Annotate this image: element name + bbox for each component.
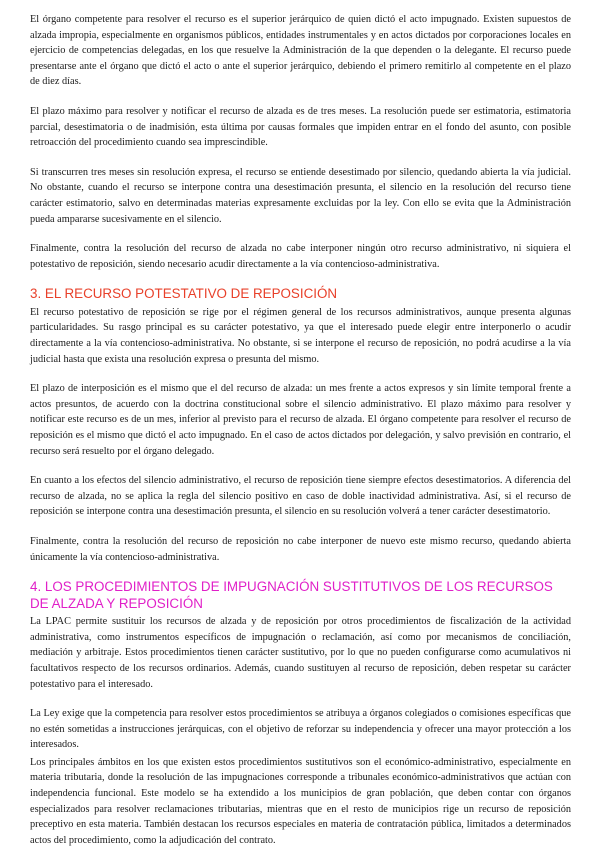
paragraph: La LPAC permite sustituir los recursos de alzada y de reposición por otros procedimientos de fiscalización de la actividad administrativa, como instrumentos específicos de impugnación o reclamación, así como por mecanismos de conciliación, mediación y arbitraje. Estos procedimientos tienen carácter sustitutivo, por lo que no pueden configurarse como acumulativos ni facultativos respecto de los recursos ordinarios. Además, cuando sustituyen al recurso de reposición, deben respetar su carácter potestativo para el interesado. [30, 616, 571, 690]
paragraph: En cuanto a los efectos del silencio administrativo, el recurso de reposición tiene siempre efectos desestimatorios. A diferencia del recurso de alzada, no se aplica la regla del silencio positivo en caso de doble inactividad administrativa. Así, si el recurso de reposición se interpone contra una desestimación presunta, el silencio en su resolución volverá a tener carácter desestimatorio. [30, 475, 571, 518]
paragraph: El recurso potestativo de reposición se rige por el régimen general de los recursos administrativos, aunque presenta algunas particularidades. Su rasgo principal es su carácter potestativo, ya que el interesado puede elegir entre interponerlo o acudir directamente a la vía contencioso-administrativa. No obstante, si se interpone el recurso de reposición, no podrá acudirse a la vía judicial hasta que exista una resolución expresa o presunta del mismo. [30, 306, 571, 365]
paragraph: El órgano competente para resolver el recurso es el superior jerárquico de quien dictó el acto impugnado. Existen supuestos de alzada impropia, especialmente en organismos públicos, entidades instrumentales y en actos dictados por corporaciones locales en ejercicio de competencias delegadas, en los que resuelve la Administración de la que dependen o la delegante. El recurso puede presentarse ante el órgano que dictó el acto o ante el superior jerárquico, debiendo el primero remitirlo al competente en el plazo de diez días. [30, 14, 571, 88]
paragraph: Los principales ámbitos en los que existen estos procedimientos sustitutivos son el económico-administrativo, especialmente en materia tributaria, donde la resolución de las impugnaciones corresponde a tribunales económico-administrativos que actúan con independencia funcional. Este modelo se ha extendido a los municipios de gran población, que deben contar con órganos especializados para resolver reclamaciones tributarias, mientras que en el resto de municipios rige un recurso de reposición preceptivo en esta materia. También destacan los recursos especiales en materia de contratación pública, limitados a determinados actos del procedimiento, como la adjudicación del contrato. [30, 756, 571, 846]
paragraph: Finalmente, contra la resolución del recurso de alzada no cabe interponer ningún otro recurso administrativo, ni siquiera el potestativo de reposición, siendo necesario acudir directamente a la vía contencioso-administrativa. [30, 243, 571, 270]
paragraph: La Ley exige que la competencia para resolver estos procedimientos se atribuya a órganos colegiados o comisiones específicas que no estén sometidas a instrucciones jerárquicas, con el objetivo de reforzar su independencia y ofrecer una mayor protección a los interesados. [30, 708, 571, 751]
paragraph: Si transcurren tres meses sin resolución expresa, el recurso se entiende desestimado por silencio, quedando abierta la vía judicial. No obstante, cuando el recurso se interpone contra una desestimación presunta, el silencio en la resolución del recurso tiene carácter estimatorio, salvo en determinadas materias expresamente excluidas por la ley. Con ello se evita que la Administración pueda ampararse sucesivamente en el silencio. [30, 166, 571, 225]
document-page [30, 12, 571, 848]
paragraph: Finalmente, contra la resolución del recurso de reposición no cabe interponer de nuevo este mismo recurso, quedando abierta únicamente la vía contencioso-administrativa. [30, 535, 571, 563]
paragraph: El plazo de interposición es el mismo que el del recurso de alzada: un mes frente a actos expresos y sin límite temporal frente a actos presuntos, de acuerdo con la doctrina constitucional sobre el silencio administrativo. El plazo máximo para resolver y notificar este recurso es de un mes, inferior al previsto para el recurso de alzada. El órgano competente para resolver el recurso de reposición es el mismo que dictó el acto impugnado. En el caso de actos dictados por delegación, y salvo previsión en contrario, el recurso será resuelto por el órgano delegado. [30, 383, 571, 457]
section-4-heading: 4. LOS PROCEDIMIENTOS DE IMPUGNACIÓN SUSTITUTIVOS DE LOS RECURSOS DE ALZADA Y REPOSICIÓN [30, 579, 553, 611]
paragraph: El plazo máximo para resolver y notificar el recurso de alzada es de tres meses. La resolución puede ser estimatoria, estimatoria parcial, desestimatoria o de inadmisión, esta última por causas formales que impiden entrar en el fondo del asunto, con posible retroacción del procedimiento cuando sea imprescindible. [30, 105, 571, 149]
section-3-heading: 3. EL RECURSO POTESTATIVO DE REPOSICIÓN [30, 286, 338, 302]
